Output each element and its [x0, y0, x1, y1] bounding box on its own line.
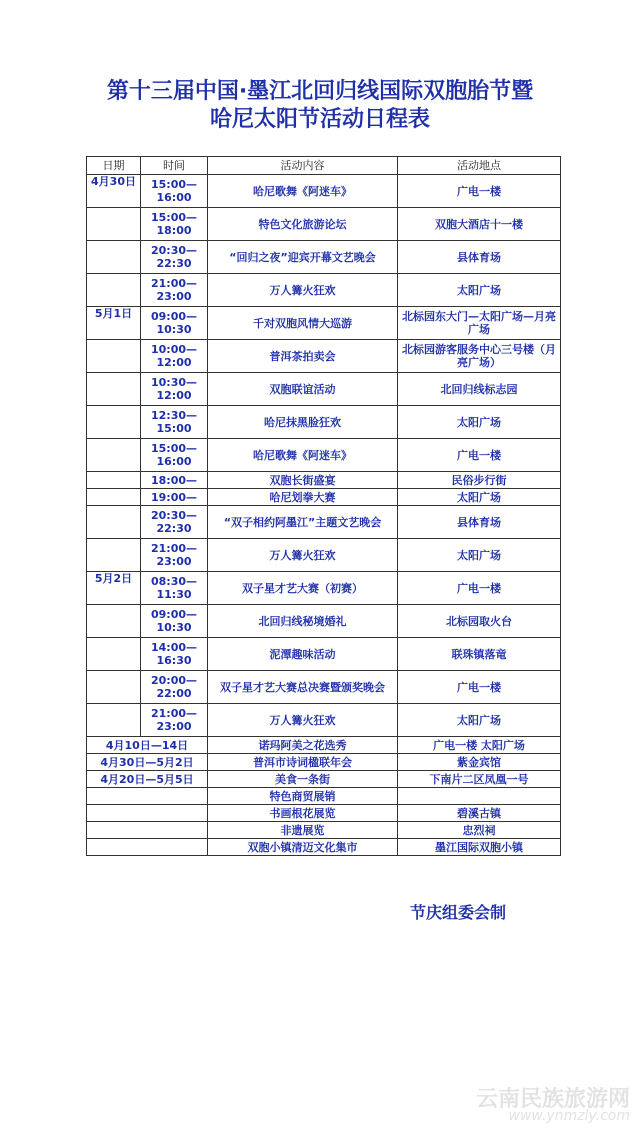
cell-date — [87, 406, 141, 439]
cell-location: 忠烈祠 — [398, 822, 561, 839]
cell-activity: 双胞联谊活动 — [208, 373, 398, 406]
cell-activity: 哈尼歌舞《阿迷车》 — [208, 175, 398, 208]
cell-location: 太阳广场 — [398, 539, 561, 572]
cell-location: 双胞大酒店十一楼 — [398, 208, 561, 241]
cell-date — [87, 472, 141, 489]
table-row — [87, 506, 561, 539]
cell-activity: 美食一条街 — [208, 771, 398, 788]
cell-time: 10:30—12:00 — [141, 373, 208, 406]
cell-location: 北回归线标志园 — [398, 373, 561, 406]
cell-time: 21:00—23:00 — [141, 539, 208, 572]
watermark-logo: 云南民族旅游网 — [475, 1087, 630, 1112]
cell-activity: 特色商贸展销 — [208, 788, 398, 805]
table-row — [87, 539, 561, 572]
header-activity: 活动内容 — [208, 157, 398, 175]
table-row — [87, 241, 561, 274]
cell-date — [87, 439, 141, 472]
cell-location: 联珠镇落竜 — [398, 638, 561, 671]
cell-activity: 哈尼歌舞《阿迷车》 — [208, 439, 398, 472]
cell-time: 15:00—18:00 — [141, 208, 208, 241]
cell-date — [87, 208, 141, 241]
cell-date — [87, 373, 141, 406]
cell-time: 21:00—23:00 — [141, 704, 208, 737]
cell-activity: 非遗展览 — [208, 822, 398, 839]
table-row — [87, 788, 561, 805]
cell-time: 18:00— — [141, 472, 208, 489]
cell-period: 4月10日—14日 — [87, 737, 208, 754]
cell-time: 20:00—22:00 — [141, 671, 208, 704]
cell-period: 4月20日—5月5日 — [87, 771, 208, 788]
cell-activity: 书画根花展览 — [208, 805, 398, 822]
cell-location — [398, 788, 561, 805]
watermark-url: www.ynmzly.com — [508, 1108, 630, 1124]
table-row — [87, 208, 561, 241]
table-row — [87, 638, 561, 671]
cell-time: 12:30—15:00 — [141, 406, 208, 439]
cell-location: 县体育场 — [398, 506, 561, 539]
cell-location: 广电一楼 — [398, 671, 561, 704]
cell-location: 碧溪古镇 — [398, 805, 561, 822]
cell-location: 墨江国际双胞小镇 — [398, 839, 561, 856]
table-row — [87, 175, 561, 208]
cell-location: 太阳广场 — [398, 704, 561, 737]
table-row — [87, 439, 561, 472]
cell-date — [87, 605, 141, 638]
cell-time: 21:00—23:00 — [141, 274, 208, 307]
cell-activity: 双胞长街盛宴 — [208, 472, 398, 489]
table-row — [87, 771, 561, 788]
cell-period — [87, 788, 208, 805]
table-row — [87, 572, 561, 605]
cell-location: 北标园游客服务中心三号楼（月亮广场） — [398, 340, 561, 373]
cell-date — [87, 704, 141, 737]
cell-location: 太阳广场 — [398, 274, 561, 307]
cell-period — [87, 839, 208, 856]
cell-location: 广电一楼 — [398, 439, 561, 472]
table-header-row — [87, 157, 561, 175]
cell-location: 太阳广场 — [398, 489, 561, 506]
table-row — [87, 406, 561, 439]
cell-location: 广电一楼 太阳广场 — [398, 737, 561, 754]
cell-date: 5月2日 — [87, 572, 141, 605]
cell-time: 20:30—22:30 — [141, 506, 208, 539]
cell-location: 太阳广场 — [398, 406, 561, 439]
cell-activity: 双胞小镇清迈文化集市 — [208, 839, 398, 856]
cell-activity: 哈尼抹黑脸狂欢 — [208, 406, 398, 439]
page-title-line2: 哈尼太阳节活动日程表 — [209, 107, 430, 132]
cell-time: 08:30—11:30 — [141, 572, 208, 605]
table-row — [87, 373, 561, 406]
table-row — [87, 704, 561, 737]
cell-activity: 哈尼划拳大赛 — [208, 489, 398, 506]
cell-date: 5月1日 — [87, 307, 141, 340]
cell-activity: 双子星才艺大赛总决赛暨颁奖晚会 — [208, 671, 398, 704]
cell-activity: 诺玛阿美之花选秀 — [208, 737, 398, 754]
table-row — [87, 340, 561, 373]
table-row — [87, 737, 561, 754]
cell-activity: 万人篝火狂欢 — [208, 274, 398, 307]
cell-date — [87, 506, 141, 539]
table-row — [87, 472, 561, 489]
cell-activity: 千对双胞风情大巡游 — [208, 307, 398, 340]
header-time: 时间 — [141, 157, 208, 175]
cell-activity: “回归之夜”迎宾开幕文艺晚会 — [208, 241, 398, 274]
cell-date — [87, 340, 141, 373]
cell-activity: 双子星才艺大赛（初赛） — [208, 572, 398, 605]
cell-time: 10:00—12:00 — [141, 340, 208, 373]
header-location: 活动地点 — [398, 157, 561, 175]
cell-time: 15:00—16:00 — [141, 439, 208, 472]
cell-location: 县体育场 — [398, 241, 561, 274]
cell-location: 下南片二区凤凰一号 — [398, 771, 561, 788]
cell-activity: 万人篝火狂欢 — [208, 704, 398, 737]
cell-period — [87, 805, 208, 822]
table-row — [87, 839, 561, 856]
table-row — [87, 671, 561, 704]
cell-date — [87, 638, 141, 671]
cell-activity: 普洱茶拍卖会 — [208, 340, 398, 373]
table-row — [87, 307, 561, 340]
table-row — [87, 805, 561, 822]
cell-date — [87, 274, 141, 307]
cell-time: 14:00—16:30 — [141, 638, 208, 671]
cell-period — [87, 822, 208, 839]
cell-time: 09:00—10:30 — [141, 307, 208, 340]
schedule-table — [86, 156, 561, 856]
cell-activity: 普洱市诗词楹联年会 — [208, 754, 398, 771]
cell-location: 北标园取火台 — [398, 605, 561, 638]
cell-location: 北标园东大门—太阳广场—月亮广场 — [398, 307, 561, 340]
cell-date: 4月30日 — [87, 175, 141, 208]
cell-date — [87, 539, 141, 572]
organizer-signature: 节庆组委会制 — [410, 903, 507, 922]
cell-time: 09:00—10:30 — [141, 605, 208, 638]
cell-time: 20:30—22:30 — [141, 241, 208, 274]
table-row — [87, 822, 561, 839]
cell-activity: 泥潭趣味活动 — [208, 638, 398, 671]
cell-activity: 北回归线秘境婚礼 — [208, 605, 398, 638]
cell-location: 民俗步行街 — [398, 472, 561, 489]
cell-date — [87, 671, 141, 704]
cell-date — [87, 489, 141, 506]
cell-activity: “双子相约阿墨江”主题文艺晚会 — [208, 506, 398, 539]
table-row — [87, 754, 561, 771]
cell-activity: 万人篝火狂欢 — [208, 539, 398, 572]
page-title-line1: 第十三届中国·墨江北回归线国际双胞胎节暨 — [106, 79, 534, 104]
cell-location: 紫金宾馆 — [398, 754, 561, 771]
table-row — [87, 605, 561, 638]
cell-period: 4月30日—5月2日 — [87, 754, 208, 771]
table-row — [87, 489, 561, 506]
table-row — [87, 274, 561, 307]
cell-time: 19:00— — [141, 489, 208, 506]
cell-time: 15:00—16:00 — [141, 175, 208, 208]
cell-location: 广电一楼 — [398, 572, 561, 605]
cell-activity: 特色文化旅游论坛 — [208, 208, 398, 241]
header-date: 日期 — [87, 157, 141, 175]
cell-date — [87, 241, 141, 274]
cell-location: 广电一楼 — [398, 175, 561, 208]
